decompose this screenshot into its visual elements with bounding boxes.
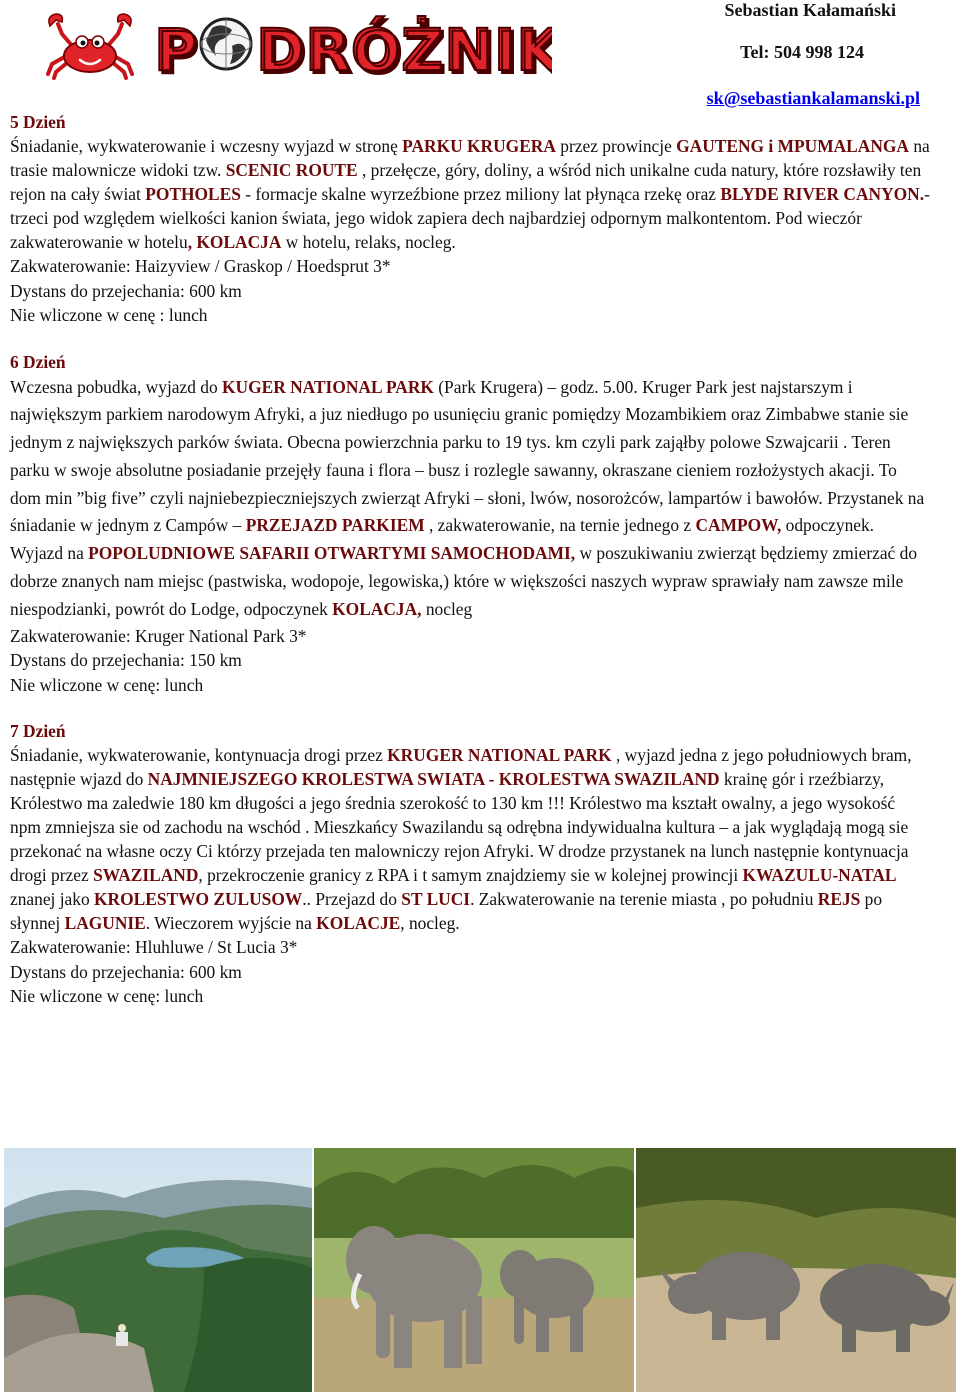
crab-logo-icon — [44, 12, 136, 85]
spacer — [10, 328, 930, 350]
svg-text:DRÓŻNIK: DRÓŻNIK — [256, 16, 552, 78]
day-7-description-2: Królestwo ma zaledwie 180 km długości a jego średnia szerokość to 130 km !!! Królestwo ma kształt owalny, a jego wysokość npm zmniejsza sie od zachodu na wschód . Mieszkańcy Swazilandu są odrębna indywidualna kultura – a jak wyglądają mogą sie przekonać na własne oczy Ci którzy przejada ten malowniczy rejon Afryki. W drodze przystanek na lunch następnie kontynuacja drogi przez SWAZILAND, przekroczenie granicy z RPA i t samym znajdziemy sie w kolejnej prowincji KWAZULU-NATAL znanej jako KROLESTWO ZULUSOW.. Przejazd do ST LUCI. Zakwaterowanie na terenie miasta , po południu REJS po słynnej LAGUNIE. Wieczorem wyjście na KOLACJE, nocleg. — [10, 793, 909, 934]
canyon-photo — [4, 1148, 312, 1392]
itinerary-content — [10, 110, 930, 1009]
day-7-not-included: Nie wliczone w cenę: lunch — [10, 986, 204, 1007]
day-5-not-included: Nie wliczone w cenę : lunch — [10, 305, 208, 325]
spacer — [10, 697, 930, 719]
day-6-not-included: Nie wliczone w cenę: lunch — [10, 674, 204, 695]
day-5-distance: Dystans do przejechania: 600 km — [10, 280, 242, 301]
podroznik-logo — [152, 14, 552, 90]
day-6-distance: Dystans do przejechania: 150 km — [10, 650, 242, 671]
rhinos-photo — [636, 1148, 956, 1392]
photo-strip — [4, 1148, 956, 1392]
day-6-description: Wczesna pobudka, wyjazd do KUGER NATIONAL PARK (Park Krugera) – godz. 5.00. Kruger Park jest najstarszym i największym parkiem narodowym Afryki, a juz niedługo po usunięciu granic pomiędzy Mozambikiem oraz Zimbabwe stanie sie jednym z największych parków świata. Obecna powierzchnia parku to 19 tys. km czyli park zająłby polowe Szwajcarii . Teren parku w swoje absolutne posiadanie przejęły fauna i flora – busz i rozlegle sawanny, okraszane cieniem rozłożystych akacji. To dom min ”big five” czyli najniebezpieczniejszych zwierząt Afryki – słoni, lwów, nosorożców, lampartów i bawołów. Przystanek na śniadanie w jednym z Campów – PRZEJAZD PARKIEM , zakwaterowanie, na ternie jednego z CAMPOW, odpoczynek. Wyjazd na POPOLUDNIOWE SAFARII OTWARTYMI SAMOCHODAMI, w poszukiwaniu zwierząt będziemy zmierzać do dobrze znanych nam miejsc (pastwiska, wodopoje, legowiska,) które w większości naszych wypraw sprawiały nam zawsze mile niespodzianki, powrót do Lodge, odpoczynek KOLACJA, nocleg — [10, 376, 925, 619]
day-6-accommodation: Zakwaterowanie: Kruger National Park 3* — [10, 625, 307, 646]
day-7-description: Śniadanie, wykwaterowanie, kontynuacja drogi przez KRUGER NATIONAL PARK , wyjazd jedna z jego południowych bram, następnie wjazd do NAJMNIEJSZEGO KROLESTWA SWIATA - KROLESTWA SWAZILAND krainę gór i rzeźbiarzy, — [10, 745, 912, 790]
day-5-accommodation: Zakwaterowanie: Haizyview / Graskop / Hoedsprut 3* — [10, 256, 391, 276]
contact-phone: Tel: 504 998 124 — [740, 42, 864, 62]
contact-name: Sebastian Kałamański — [724, 0, 896, 20]
day-7-distance: Dystans do przejechania: 600 km — [10, 961, 242, 982]
day-5-description: Śniadanie, wykwaterowanie i wczesny wyjazd w stronę PARKU KRUGERA przez prowincje GAUTENG i MPUMALANGA na trasie malownicze widoki tzw. SCENIC ROUTE , przełęcze, góry, doliny, a wśród nich unikalne cuda natury, które rozsławiły ten rejon na cały świat POTHOLES - formacje skalne wyrzeźbione przez miliony lat płynąca rzekę oraz BLYDE RIVER CANYON.- trzeci pod względem wielkości kanion świata, jego widok zapiera dech najbardziej odpornym malkontentom. Pod wieczór zakwaterowanie w hotelu, KOLACJA w hotelu, relaks, nocleg. — [10, 136, 930, 252]
day-5-title: 5 Dzień — [10, 112, 66, 132]
elephants-photo — [314, 1148, 634, 1392]
svg-text:P: P — [154, 16, 198, 78]
day-7-accommodation: Zakwaterowanie: Hluhluwe / St Lucia 3* — [10, 937, 298, 958]
day-7-title: 7 Dzień — [10, 721, 66, 742]
contact-email-link[interactable]: sk@sebastiankalamanski.pl — [706, 88, 920, 108]
day-6-title: 6 Dzień — [10, 351, 66, 372]
page-header — [0, 0, 960, 110]
